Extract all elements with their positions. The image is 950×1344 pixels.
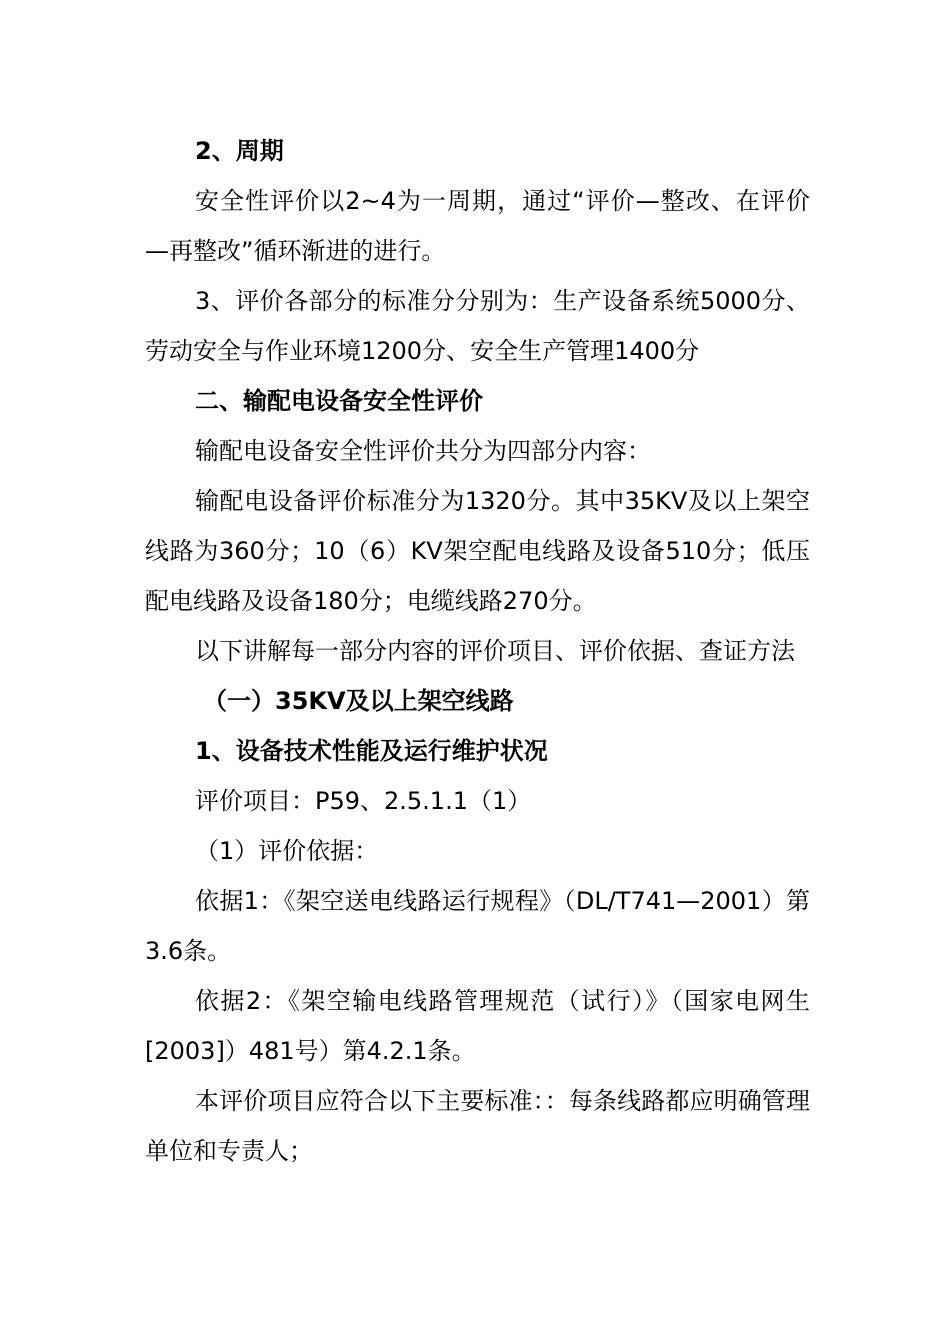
paragraph-following-explanation: 以下讲解每一部分内容的评价项目、评价依据、查证方法: [195, 637, 795, 665]
paragraph-score-breakdown: 输配电设备评价标准分为1320分。其中35KV及以上架空线路为360分；10（6）KV架空配电线路及设备510分；低压配电线路及设备180分；电缆线路270分。: [145, 487, 810, 615]
paragraph-evaluation-basis-label: （1）评价依据：: [195, 837, 379, 865]
paragraph-main-standards: 本评价项目应符合以下主要标准：：每条线路都应明确管理单位和专责人；: [145, 1087, 810, 1165]
heading-section-two: 二、输配电设备安全性评价: [195, 387, 483, 415]
paragraph-basis-two: 依据2：《架空输电线路管理规范（试行）》（国家电网生[2003]）481号）第4.2.1条。: [145, 987, 810, 1065]
paragraph-standard-scores: 3、评价各部分的标准分分别为：生产设备系统5000分、劳动安全与作业环境1200分、安全生产管理1400分: [145, 287, 810, 365]
paragraph-basis-one: 依据1：《架空送电线路运行规程》（DL/T741—2001）第3.6条。: [145, 887, 810, 965]
heading-cycle: 2、周期: [195, 137, 284, 165]
paragraph-four-parts: 输配电设备安全性评价共分为四部分内容：: [195, 437, 651, 465]
heading-equipment-performance: 1、设备技术性能及运行维护状况: [195, 737, 548, 765]
paragraph-cycle-description: 安全性评价以2~4为一周期，通过“评价—整改、在评价—再整改”循环渐进的进行。: [145, 187, 810, 265]
document-page: [145, 126, 810, 1176]
paragraph-evaluation-item: 评价项目：P59、2.5.1.1（1）: [195, 787, 532, 815]
heading-subsection-one: （一）35KV及以上架空线路: [203, 687, 514, 715]
